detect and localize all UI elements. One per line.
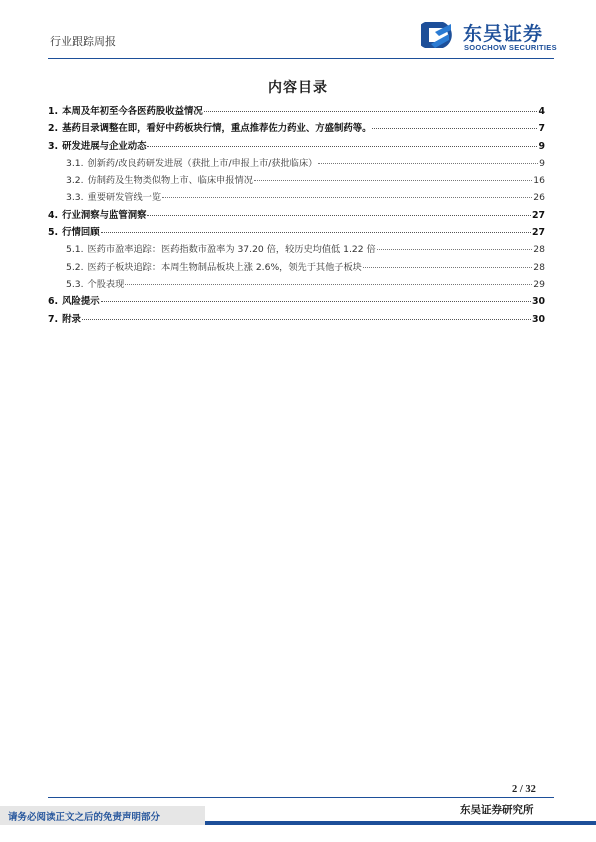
toc-entry[interactable] [48, 311, 545, 328]
toc-entry-number: 5.3. [66, 278, 84, 290]
toc-entry-page: 30 [531, 296, 545, 308]
page-number: 2 / 32 [512, 784, 536, 795]
toc-leader-dots [372, 128, 537, 129]
toc-entry-text: 重要研发管线一览 [87, 192, 162, 204]
toc-entry-page: 9 [539, 157, 545, 169]
logo-chinese-name: 东吴证券 [463, 23, 544, 45]
toc-subentry[interactable] [48, 276, 545, 293]
toc-entry-number: 1. [48, 106, 59, 117]
toc-entry-text: 行情回顾 [62, 227, 100, 239]
toc-entry[interactable] [48, 293, 545, 310]
toc-entry-number: 6. [48, 296, 59, 308]
toc-entry-number: 2. [48, 123, 59, 135]
toc-subentry[interactable] [48, 172, 545, 189]
toc-leader-dots [363, 267, 532, 268]
toc-entry[interactable] [48, 207, 545, 224]
toc-entry-number: 5.1. [66, 244, 84, 256]
toc-entry-number: 7. [48, 313, 59, 325]
toc-entry-text: 研发进展与企业动态 [62, 140, 147, 152]
toc-entry-text: 基药目录调整在即，看好中药板块行情，重点推荐佐力药业、方盛制药等。 [62, 123, 372, 135]
toc-entry-number: 5. [48, 227, 59, 239]
toc-entry-page: 4 [538, 106, 545, 117]
toc-subentry[interactable] [48, 189, 545, 206]
toc-leader-dots [147, 215, 530, 216]
toc-entry-text: 医药子板块追踪：本周生物制品板块上涨 2.6%，领先于其他子板块 [87, 261, 362, 273]
table-of-contents [48, 103, 545, 328]
toc-entry-number: 3. [48, 140, 59, 152]
toc-subentry[interactable] [48, 155, 545, 172]
toc-entry-text: 行业洞察与监管洞察 [62, 209, 147, 221]
toc-leader-dots [318, 163, 538, 164]
toc-entry[interactable] [48, 120, 545, 137]
report-type-label: 行业跟踪周报 [50, 35, 116, 48]
toc-entry-page: 28 [533, 244, 545, 256]
toc-leader-dots [125, 284, 532, 285]
toc-entry-text: 风险提示 [62, 296, 100, 308]
toc-entry-page: 16 [533, 175, 545, 187]
toc-entry-number: 4. [48, 209, 59, 221]
toc-entry-number: 3.3. [66, 192, 84, 204]
toc-title: 内容目录 [268, 80, 328, 96]
toc-entry-page: 26 [533, 192, 545, 204]
toc-leader-dots [82, 319, 531, 320]
toc-leader-dots [377, 249, 533, 250]
toc-entry-text: 仿制药及生物类似物上市、临床申报情况 [87, 175, 253, 187]
toc-entry-number: 3.1. [66, 157, 84, 169]
toc-entry-text: 附录 [62, 313, 81, 325]
toc-leader-dots [162, 197, 532, 198]
soochow-logo-icon [421, 18, 459, 52]
toc-leader-dots [147, 146, 537, 147]
toc-entry-page: 7 [538, 123, 545, 135]
toc-entry-page: 9 [538, 140, 545, 152]
company-logo [421, 18, 561, 54]
toc-entry-number: 5.2. [66, 261, 84, 273]
toc-entry-page: 28 [533, 261, 545, 273]
toc-entry-page: 27 [531, 209, 545, 221]
footer-organization: 东吴证券研究所 [460, 804, 534, 816]
toc-entry-page: 27 [531, 227, 545, 239]
footer-divider [48, 797, 554, 798]
toc-entry-text: 创新药/改良药研发进展（获批上市/申报上市/获批临床） [87, 157, 318, 169]
footer-color-band [205, 821, 596, 825]
toc-entry[interactable] [48, 138, 545, 155]
toc-entry-text: 本周及年初至今各医药股收益情况 [62, 106, 203, 117]
toc-entry-page: 29 [533, 278, 545, 290]
disclaimer-text: 请务必阅读正文之后的免责声明部分 [8, 812, 161, 823]
toc-leader-dots [254, 180, 532, 181]
logo-english-name: SOOCHOW SECURITIES [464, 43, 557, 52]
toc-entry[interactable] [48, 224, 545, 241]
toc-leader-dots [101, 232, 531, 233]
toc-leader-dots [101, 301, 531, 302]
toc-entry-page: 30 [531, 313, 545, 325]
toc-entry-number: 3.2. [66, 175, 84, 187]
toc-entry-text: 医药市盈率追踪：医药指数市盈率为 37.20 倍，较历史均值低 1.22 倍 [87, 244, 376, 256]
toc-subentry[interactable] [48, 259, 545, 276]
toc-leader-dots [204, 111, 538, 112]
toc-entry[interactable] [48, 103, 545, 120]
toc-entry-text: 个股表现 [87, 278, 125, 290]
toc-subentry[interactable] [48, 241, 545, 258]
disclaimer-banner [0, 806, 205, 825]
header-divider [48, 58, 554, 59]
